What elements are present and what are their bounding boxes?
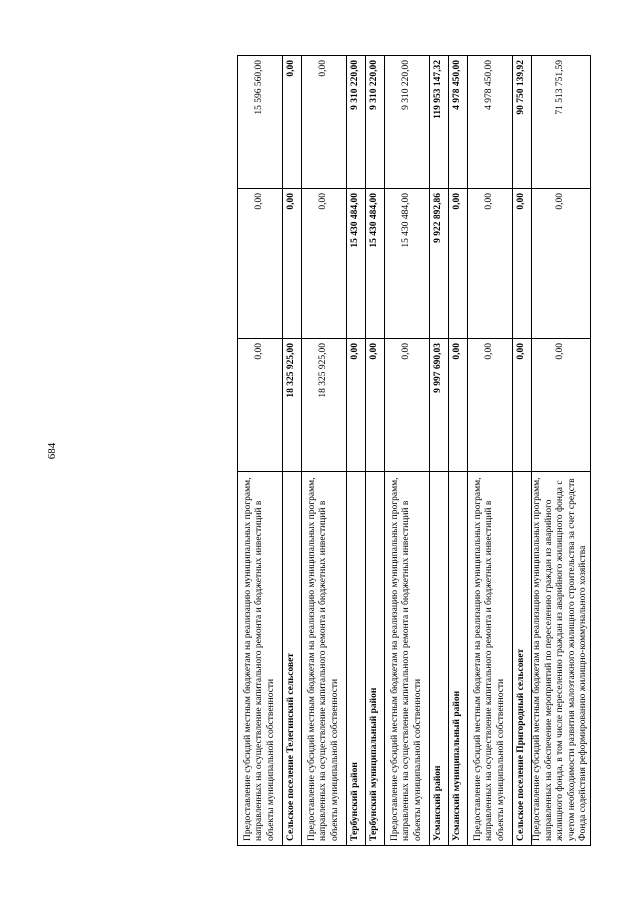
- row-value-1: 0,00: [385, 339, 430, 472]
- budget-table: [237, 55, 591, 846]
- row-value-3: 9 310 220,00: [347, 56, 366, 189]
- row-name: Предоставление субсидий местным бюджетам на реализацию муниципальных программ, направленных на осуществление капитального ремонта и бюджетных инвестиций в объекты муниципальной собственности: [238, 472, 283, 846]
- table-row: [513, 56, 532, 846]
- row-value-3: 15 596 560,00: [238, 56, 283, 189]
- row-value-2: 0,00: [283, 189, 302, 339]
- row-value-2: 0,00: [238, 189, 283, 339]
- row-name: Предоставление субсидий местным бюджетам на реализацию муниципальных программ, направленных на осуществление капитального ремонта и бюджетных инвестиций в объекты муниципальной собственности: [302, 472, 347, 846]
- row-name: Тербунский район: [347, 472, 366, 846]
- row-value-3: 4 978 450,00: [449, 56, 468, 189]
- table-row: [283, 56, 302, 846]
- row-value-3: 4 978 450,00: [468, 56, 513, 189]
- row-value-3: 71 513 751,59: [532, 56, 591, 189]
- row-value-2: 9 922 892,86: [430, 189, 449, 339]
- row-value-1: 0,00: [513, 339, 532, 472]
- row-name: Усманский район: [430, 472, 449, 846]
- table-row: [385, 56, 430, 846]
- row-name: Предоставление субсидий местным бюджетам на реализацию муниципальных программ, направленных на осуществление капитального ремонта и бюджетных инвестиций в объекты муниципальной собственности: [468, 472, 513, 846]
- budget-table-container: [237, 56, 588, 846]
- row-name: Сельское поселение Пригородный сельсовет: [513, 472, 532, 846]
- row-value-3: 119 953 147,32: [430, 56, 449, 189]
- row-name: Усманский муниципальный район: [449, 472, 468, 846]
- page-number: 684: [46, 442, 58, 460]
- row-value-2: 0,00: [449, 189, 468, 339]
- table-row: [238, 56, 283, 846]
- row-value-2: 15 430 484,00: [347, 189, 366, 339]
- row-value-2: 15 430 484,00: [366, 189, 385, 339]
- table-row: [366, 56, 385, 846]
- row-value-3: 0,00: [302, 56, 347, 189]
- row-value-3: 90 750 139,92: [513, 56, 532, 189]
- row-value-1: 0,00: [468, 339, 513, 472]
- row-name: Сельское поселение Телегинский сельсовет: [283, 472, 302, 846]
- row-value-3: 9 310 220,00: [385, 56, 430, 189]
- row-value-1: 9 997 690,03: [430, 339, 449, 472]
- row-value-1: 18 325 925,00: [283, 339, 302, 472]
- row-value-1: 0,00: [449, 339, 468, 472]
- table-row: [532, 56, 591, 846]
- table-row: [468, 56, 513, 846]
- row-value-2: 0,00: [468, 189, 513, 339]
- row-value-3: 9 310 220,00: [366, 56, 385, 189]
- row-value-1: 0,00: [238, 339, 283, 472]
- row-value-2: 0,00: [532, 189, 591, 339]
- table-row: [430, 56, 449, 846]
- table-row: [347, 56, 366, 846]
- row-value-2: 0,00: [302, 189, 347, 339]
- row-name: Предоставление субсидий местным бюджетам на реализацию муниципальных программ, направленных на обеспечение мероприятий по переселению граждан из аварийного жилищного фонда, в том числе переселению граждан из аварийного жилищного фонда с учетом необходимости развития малоэтажного жилищного строительства за счет средств Фонда содействия реформированию жилищно-коммунального хозяйства: [532, 472, 591, 846]
- row-value-1: 0,00: [347, 339, 366, 472]
- row-value-1: 0,00: [366, 339, 385, 472]
- row-name: Тербунский муниципальный район: [366, 472, 385, 846]
- table-row: [302, 56, 347, 846]
- row-value-3: 0,00: [283, 56, 302, 189]
- row-value-1: 0,00: [532, 339, 591, 472]
- row-name: Предоставление субсидий местным бюджетам на реализацию муниципальных программ, направленных на осуществление капитального ремонта и бюджетных инвестиций в объекты муниципальной собственности: [385, 472, 430, 846]
- row-value-1: 18 325 925,00: [302, 339, 347, 472]
- table-row: [449, 56, 468, 846]
- row-value-2: 0,00: [513, 189, 532, 339]
- row-value-2: 15 430 484,00: [385, 189, 430, 339]
